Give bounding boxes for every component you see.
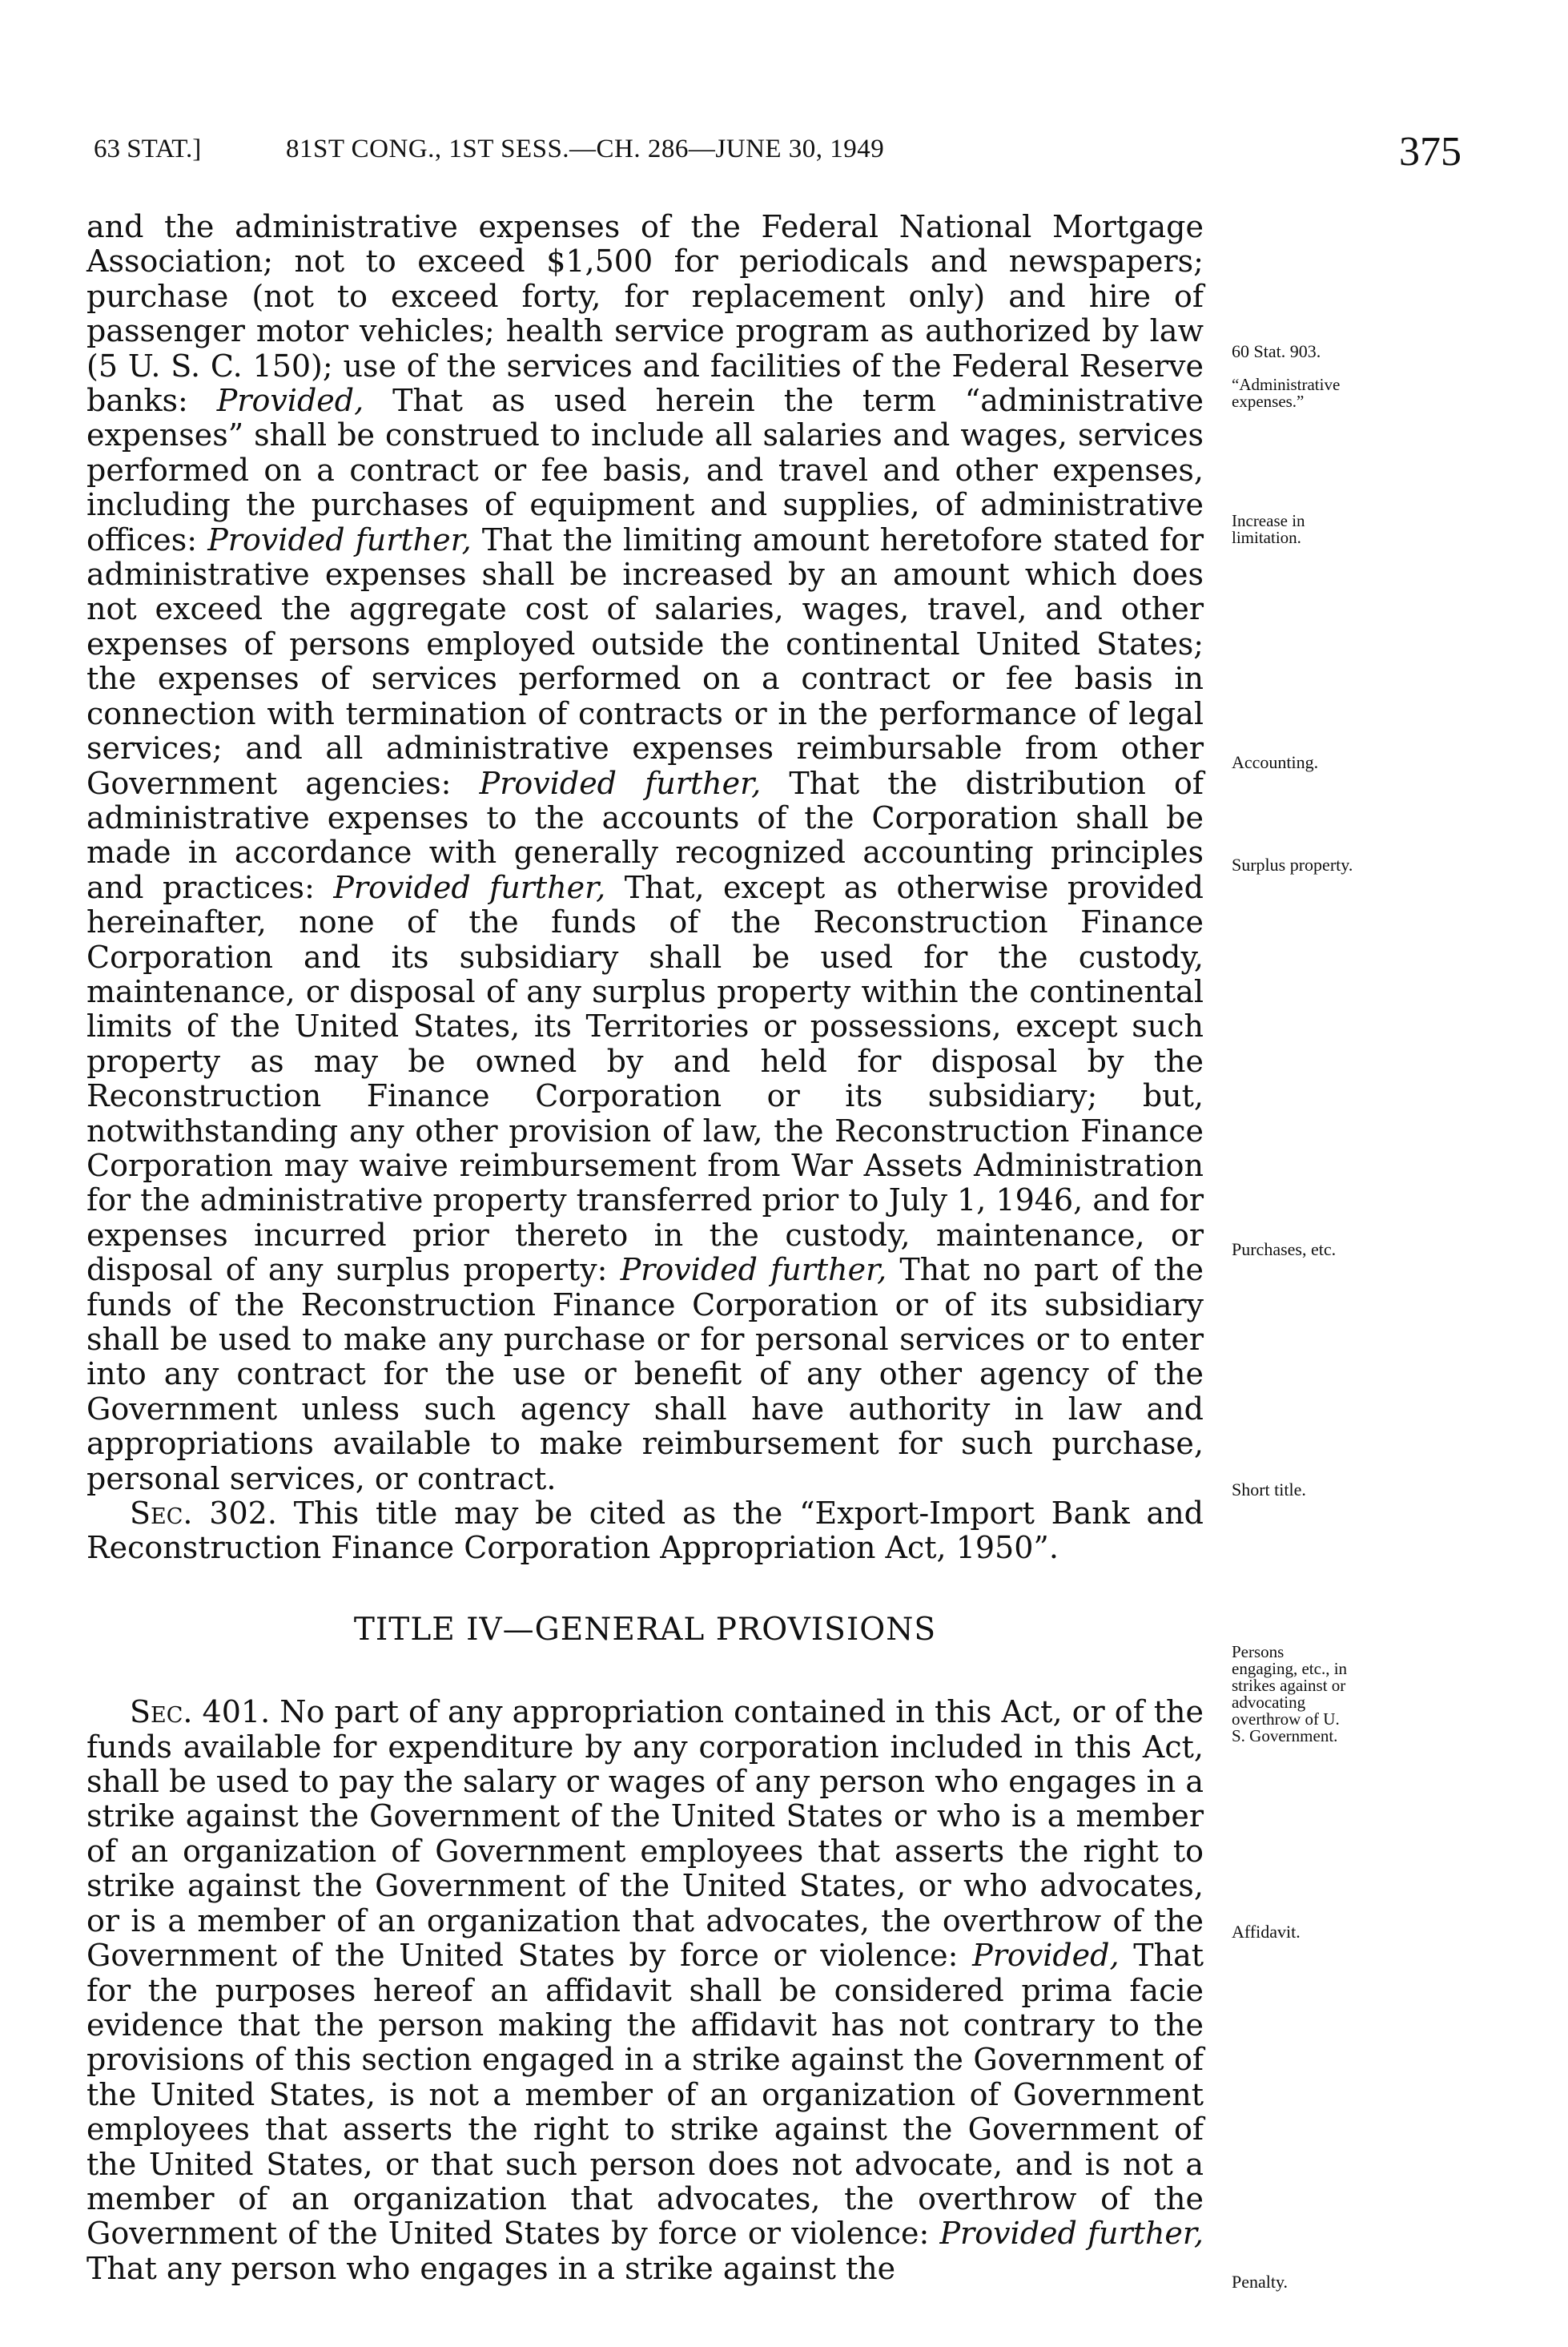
text-run: That, except as otherwise provided hereinafter, none of the funds of the Reconstruction Finance Corporation and its subsidiary shall be used for the custody, maintenance, or disposal of any surplus property within the continental limits of the United States, its Territories or possessions, except such property as may be owned by and held for disposal by the Reconstruction Finance Corporation or its subsidiary; but, notwithstanding any other provision of law, the Reconstruction Finance Corporation may waive reimbursement from War Assets Administration for the administrative property transferred prior to July 1, 1946, and for expenses incurred prior thereto in the custody, maintenance, or disposal of any surplus property: — [86, 869, 1204, 1288]
margin-note-affidavit: Affidavit. — [1232, 1922, 1301, 1942]
provided-further-italic: Provided further, — [620, 1252, 887, 1288]
header-volume: 63 STAT.] — [94, 135, 202, 163]
margin-note-persons-engaging: Persons engaging, etc., in strikes against or advocating overthrow of U. S. Government. — [1232, 1642, 1348, 1745]
header-session-info: 81ST CONG., 1ST SESS.—CH. 286—JUNE 30, 1949 — [286, 135, 885, 163]
margin-note-accounting: Accounting. — [1232, 752, 1319, 772]
running-header — [94, 128, 1461, 176]
text-run: That no part of the funds of the Reconstruction Finance Corporation or of its subsidiary shall be used to make any purchase or for personal services or to enter into any contract for the use or benefit of any other agency of the Government unless such agency shall have authority in law and appropriations available to make reimbursement for such purchase, personal services, or contract. — [86, 1252, 1204, 1496]
provided-further-italic: Provided further, — [207, 521, 472, 558]
margin-note-admin-expenses: “Administrative expenses.” — [1232, 375, 1341, 411]
text-run: This title may be cited as the “Export-Import Bank and Reconstruction Finance Corporation Appropriation Act, 1950”. — [86, 1496, 1204, 1566]
text-run: and the administrative expenses of the Federal National Mortgage Association; not to exceed $1,500 for periodicals and newspapers; purchase (not to exceed forty, for replacement only) and hire of passenger motor vehicles; health service program as authorized by law (5 U. S. C. 150); use of the services and facilities of the Federal Reserve banks: — [86, 209, 1204, 419]
paragraph-continuation — [86, 210, 1204, 1496]
main-text — [86, 210, 1204, 2286]
text-run: That the distribution of administrative expenses to the accounts of the Corporation shall be made in accordance with generally recognized accounting principles and practices: — [86, 765, 1204, 905]
provided-further-italic: Provided further, — [333, 869, 606, 905]
section-label: Sec. 401. — [130, 1694, 271, 1730]
margin-note-purchases: Purchases, etc. — [1232, 1239, 1337, 1259]
margin-note-increase: Increase in limitation. — [1232, 511, 1305, 547]
margin-note-stat: 60 Stat. 903. — [1232, 341, 1321, 361]
text-run: That for the purposes hereof an affidavit shall be considered prima facie evidence that the person making the affidavit has not contrary to the provisions of this section engaged in a strike against the Government of the United States, is not a member of an organization of Government employees that asserts the right to strike against the Government of the United States, or that such person does not advocate, and is not a member of an organization that advocates, the overthrow of the Government of the United States by force or violence: — [86, 1938, 1204, 2252]
provided-italic: Provided, — [972, 1938, 1120, 1974]
page-number: 375 — [1399, 129, 1461, 175]
text-run: That as used herein the term “administrative expenses” shall be construed to include all salaries and wages, services performed on a contract or fee basis, and travel and other expenses, including the purchases of equipment and supplies, of administrative offices: — [86, 383, 1204, 558]
title-heading: TITLE IV—GENERAL PROVISIONS — [353, 1611, 937, 1648]
text-run: No part of any appropriation contained in this Act, or of the funds available for expenditure by any corporation included in this Act, shall be used to pay the salary or wages of any person who engages in a strike against the Government of the United States or who is a member of an organization of Government employees that asserts the right to strike against the Government of the United States, or who advocates, or is a member of an organization that advocates, the overthrow of the Government of the United States by force or violence: — [86, 1694, 1204, 1974]
provided-further-italic: Provided further, — [479, 765, 762, 801]
margin-note-surplus: Surplus property. — [1232, 855, 1353, 875]
section-label: Sec. 302. — [130, 1496, 277, 1532]
text-run: That the limiting amount heretofore stated for administrative expenses shall be increased by an amount which does not exceed the aggregate cost of salaries, wages, travel, and other expenses of persons employed outside the continental United States; the expenses of services performed on a contract or fee basis in connection with termination of contracts or in the performance of legal services; and all administrative expenses reimbursable from other Government agencies: — [86, 521, 1204, 801]
provided-further-italic: Provided further, — [939, 2216, 1204, 2252]
provided-italic: Provided, — [216, 383, 364, 419]
section-401 — [86, 1695, 1204, 2286]
margin-note-short-title: Short title. — [1232, 1479, 1306, 1500]
section-302 — [86, 1496, 1204, 1566]
text-run: That any person who engages in a strike against the — [86, 2250, 896, 2286]
margin-note-penalty: Penalty. — [1232, 2272, 1289, 2292]
